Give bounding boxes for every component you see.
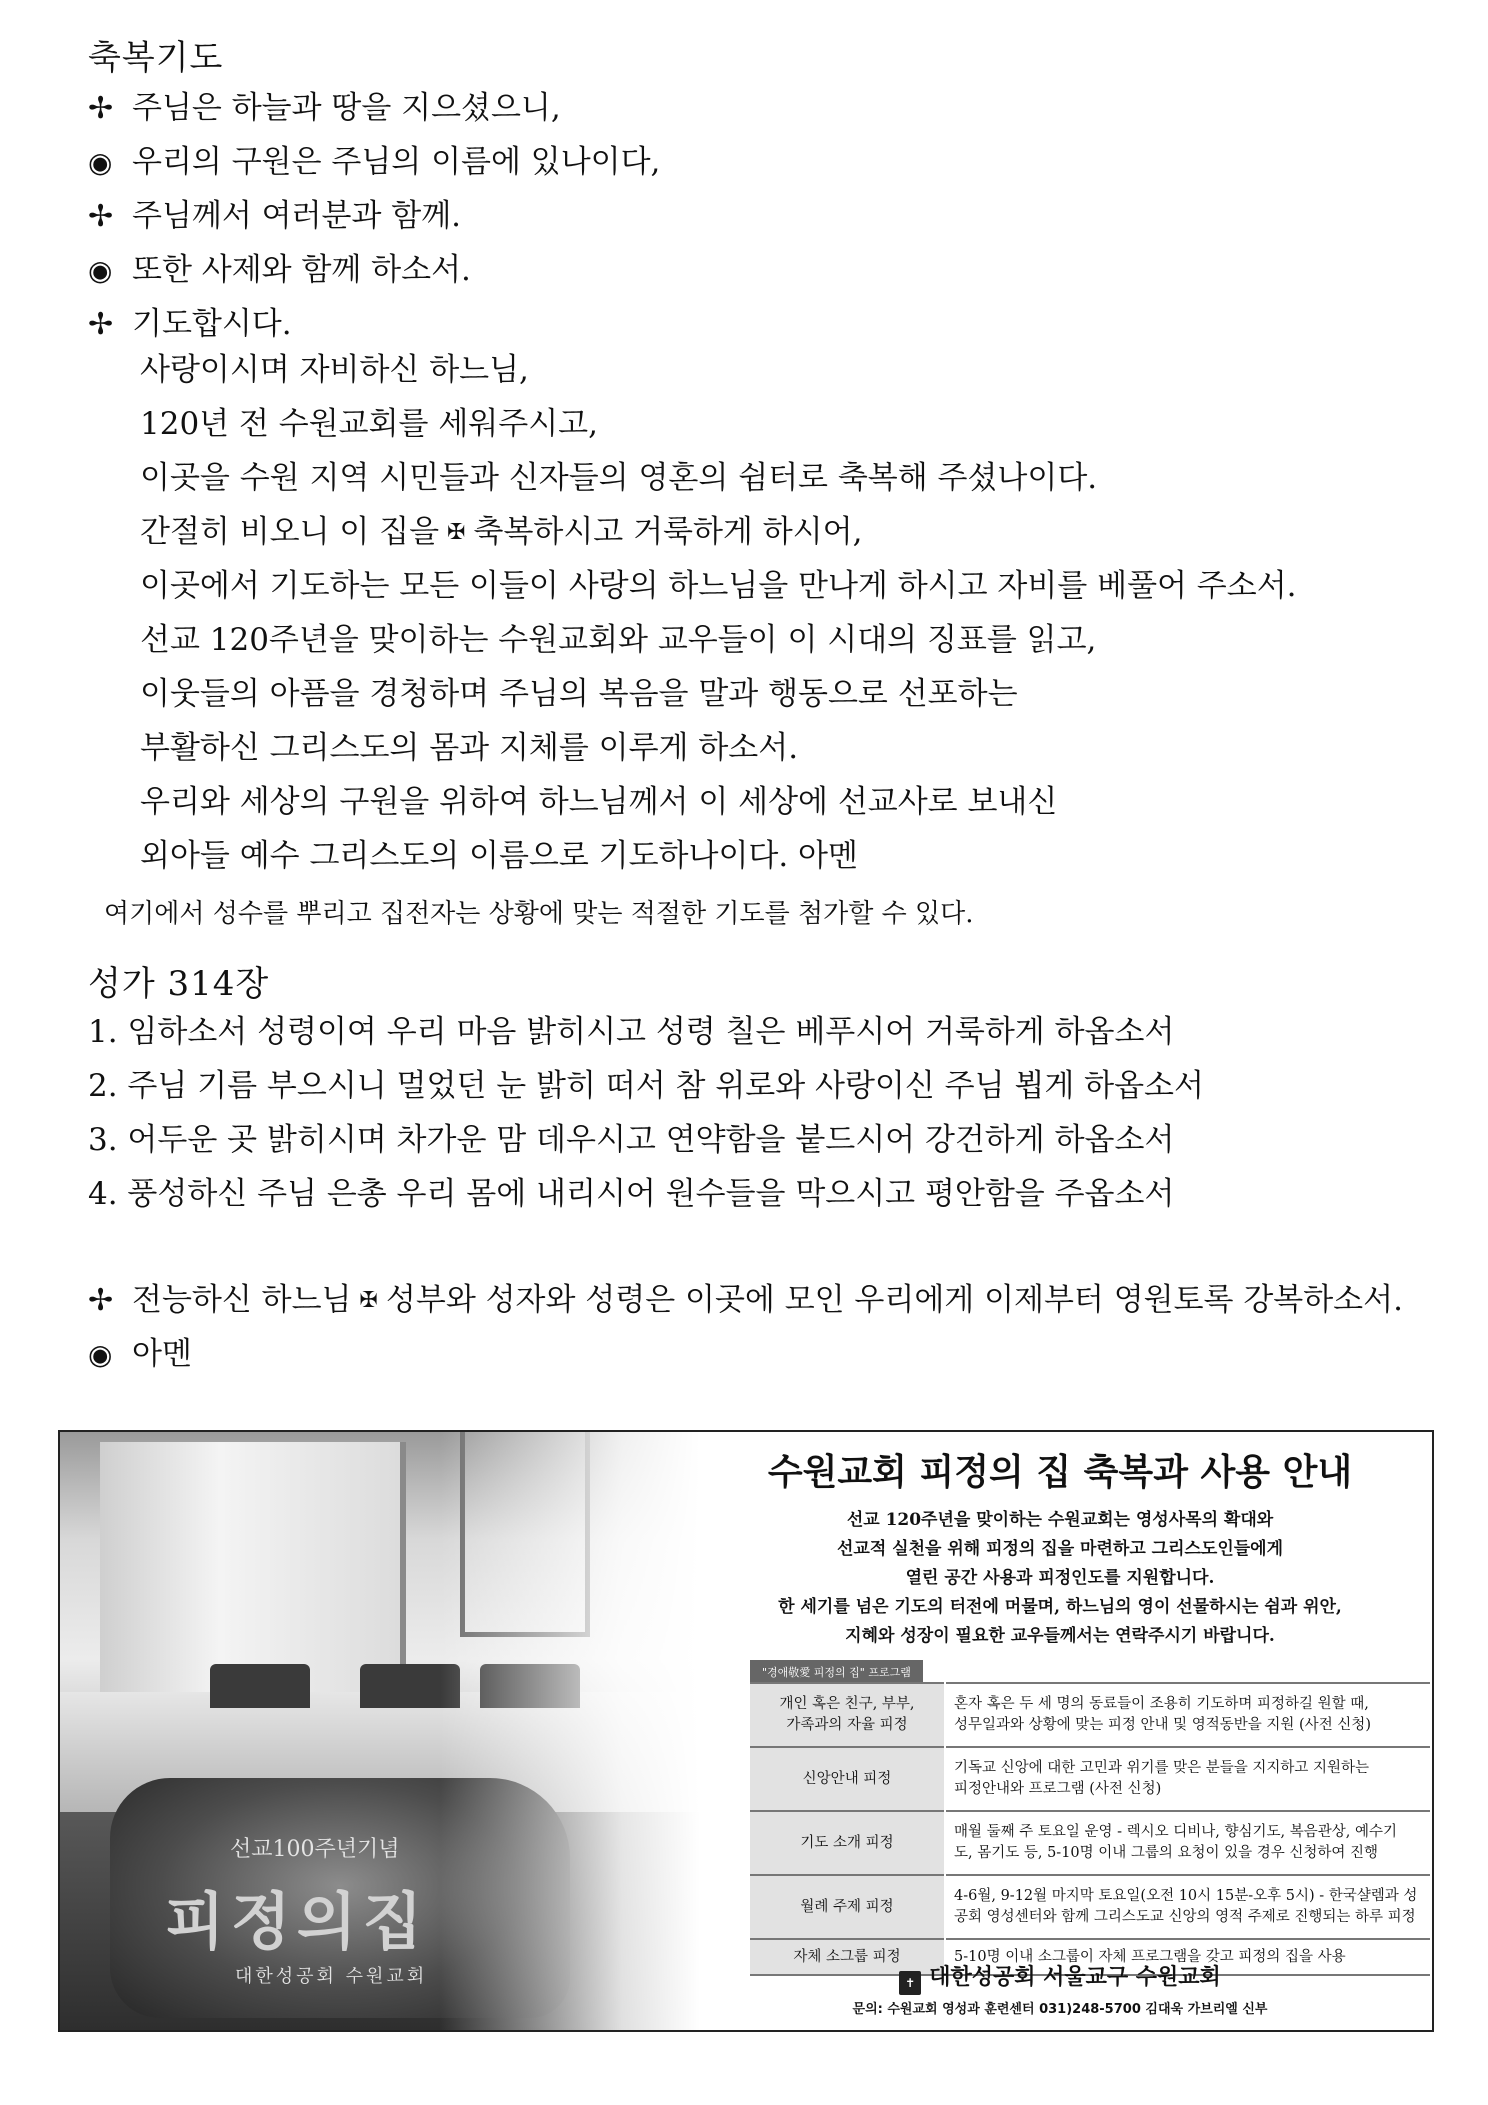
program-desc: 혼자 혹은 두 세 명의 동료들이 조용히 기도하며 피정하길 원할 때, 성무일과와 상황에 맞는 피정 안내 및 영적동반을 지원 (사전 신청) [945, 1683, 1430, 1747]
prayer-line: 사랑이시며 자비하신 하느님, [140, 352, 529, 388]
prayer-line: 선교 120주년을 맞이하는 수원교회와 교우들이 이 시대의 징표를 읽고, [140, 622, 1097, 658]
program-desc: 기독교 신앙에 대한 고민과 위기를 맞은 분들을 지지하고 지원하는 피정안내와 프로그램 (사전 신청) [945, 1747, 1430, 1811]
program-table [750, 1682, 1430, 1976]
prayer-line: 이곳에서 기도하는 모든 이들이 사랑의 하느님을 만나게 하시고 자비를 베풀어 주소서. [140, 568, 1297, 604]
prayer-line: 이곳을 수원 지역 시민들과 신자들의 영혼의 쉼터로 축복해 주셨나이다. [140, 460, 1098, 496]
program-name: 신앙안내 피정 [750, 1747, 945, 1811]
notice-title: 수원교회 피정의 집 축복과 사용 안내 [767, 1452, 1353, 1493]
notice-intro: 선교 120주년을 맞이하는 수원교회는 영성사목의 확대와 선교적 실천을 위해 피정의 집을 마련하고 그리스도인들에게 열린 공간 사용과 피정인도를 지원합니다. 한 세기를 넘은 기도의 터전에 머물며, 하느님의 영이 선물하시는 쉼과 위안, 지혜와 성장이 필요한 교우들께서는 연락주시기 바랍니다. [778, 1510, 1342, 1646]
stone-church: 대한성공회 수원교회 [235, 1966, 428, 1987]
table-row [750, 1811, 1430, 1875]
prayer-line: 이웃들의 아픔을 경청하며 주님의 복음을 말과 행동으로 선포하는 [140, 676, 1018, 712]
response-circle-icon: ◉ [88, 1338, 113, 1371]
program-name: 개인 혹은 친구, 부부, 가족과의 자율 피정 [750, 1683, 945, 1747]
hymn-title: 성가 314장 [88, 964, 270, 1004]
retreat-house-photo [60, 1432, 700, 2030]
blessing-title: 축복기도 [88, 38, 224, 78]
response-circle-icon: ◉ [88, 146, 113, 179]
sign-of-cross-icon: ✠ [359, 1288, 378, 1313]
benediction-line: ✢ 전능하신 하느님 ✠ 성부와 성자와 성령은 이곳에 모인 우리에게 이제부터 영원토록 강복하소서. [88, 1280, 1403, 1321]
versicle-3: ✢ 기도합시다. [88, 304, 292, 345]
sign-of-cross-icon: ✠ [447, 520, 466, 545]
contact-info: 문의: 수원교회 영성과 훈련센터 031)248-5700 김대욱 가브리엘 신부 [852, 2002, 1268, 2017]
response-2: ◉ 또한 사제와 함께 하소서. [88, 250, 471, 291]
program-desc: 4-6월, 9-12월 마지막 토요일(오전 10시 15분-오후 5시) - 한국샬렘과 성 공회 영성센터와 함께 그리스도교 신앙의 영적 주제로 진행되는 하루 피정 [945, 1875, 1430, 1939]
response-circle-icon: ◉ [88, 254, 113, 287]
program-name: 월례 주제 피정 [750, 1875, 945, 1939]
prayer-line: 외아들 예수 그리스도의 이름으로 기도하나이다. 아멘 [140, 838, 858, 874]
retreat-house-notice [58, 1430, 1434, 2032]
program-name: 기도 소개 피정 [750, 1811, 945, 1875]
photo-fade [440, 1432, 700, 2030]
hymn-verse: 1. 임하소서 성령이여 우리 마음 밝히시고 성령 칠은 베푸시어 거룩하게 하옵소서 [88, 1014, 1175, 1050]
amen-response: ◉ 아멘 [88, 1334, 192, 1375]
hymn-verse: 2. 주님 기름 부으시니 멀었던 눈 밝히 떠서 참 위로와 사랑이신 주님 뵙게 하옵소서 [88, 1068, 1204, 1104]
prayer-line-consecration: 간절히 비오니 이 집을 ✠ 축복하시고 거룩하게 하시어, [140, 514, 863, 550]
table-row [750, 1747, 1430, 1811]
cross-icon: ✢ [88, 307, 114, 342]
prayer-line: 120년 전 수원교회를 세워주시고, [140, 406, 598, 442]
chair-shape [210, 1664, 310, 1708]
prayer-line: 우리와 세상의 구원을 위하여 하느님께서 이 세상에 선교사로 보내신 [140, 784, 1058, 820]
response-1: ◉ 우리의 구원은 주님의 이름에 있나이다, [88, 142, 660, 183]
church-logo-icon: ✝ [899, 1971, 921, 1995]
church-name: ✝ 대한성공회 서울교구 수원교회 [710, 1960, 1410, 1995]
hymn-verse: 4. 풍성하신 주님 은총 우리 몸에 내리시어 원수들을 막으시고 평안함을 주옵소서 [88, 1176, 1175, 1212]
table-row [750, 1875, 1430, 1939]
program-label: "경애敬愛 피정의 집" 프로그램 [750, 1660, 923, 1684]
stone-title: 피정의집 [165, 1885, 429, 1958]
table-row [750, 1683, 1430, 1747]
hymn-verse: 3. 어두운 곳 밝히시며 차가운 맘 데우시고 연약함을 붙드시어 강건하게 하옵소서 [88, 1122, 1175, 1158]
program-name: 자체 소그룹 피정 [750, 1939, 945, 1975]
window-shape [100, 1442, 406, 1692]
program-desc: 매월 둘째 주 토요일 운영 - 렉시오 디비나, 향심기도, 복음관상, 예수기 도, 몸기도 등, 5-10명 이내 그룹의 요청이 있을 경우 신청하여 진행 [945, 1811, 1430, 1875]
cross-icon: ✢ [88, 199, 114, 234]
versicle-1: ✢ 주님은 하늘과 땅을 지으셨으니, [88, 88, 561, 129]
cross-icon: ✢ [88, 1283, 114, 1318]
rubric-note: 여기에서 성수를 뿌리고 집전자는 상황에 맞는 적절한 기도를 첨가할 수 있다. [104, 899, 974, 929]
cross-icon: ✢ [88, 91, 114, 126]
stone-subtitle: 선교100주년기념 [230, 1837, 400, 1862]
program-desc: 5-10명 이내 소그룹이 자체 프로그램을 갖고 피정의 집을 사용 [945, 1939, 1430, 1975]
versicle-2: ✢ 주님께서 여러분과 함께. [88, 196, 461, 237]
prayer-line: 부활하신 그리스도의 몸과 지체를 이루게 하소서. [140, 730, 799, 766]
